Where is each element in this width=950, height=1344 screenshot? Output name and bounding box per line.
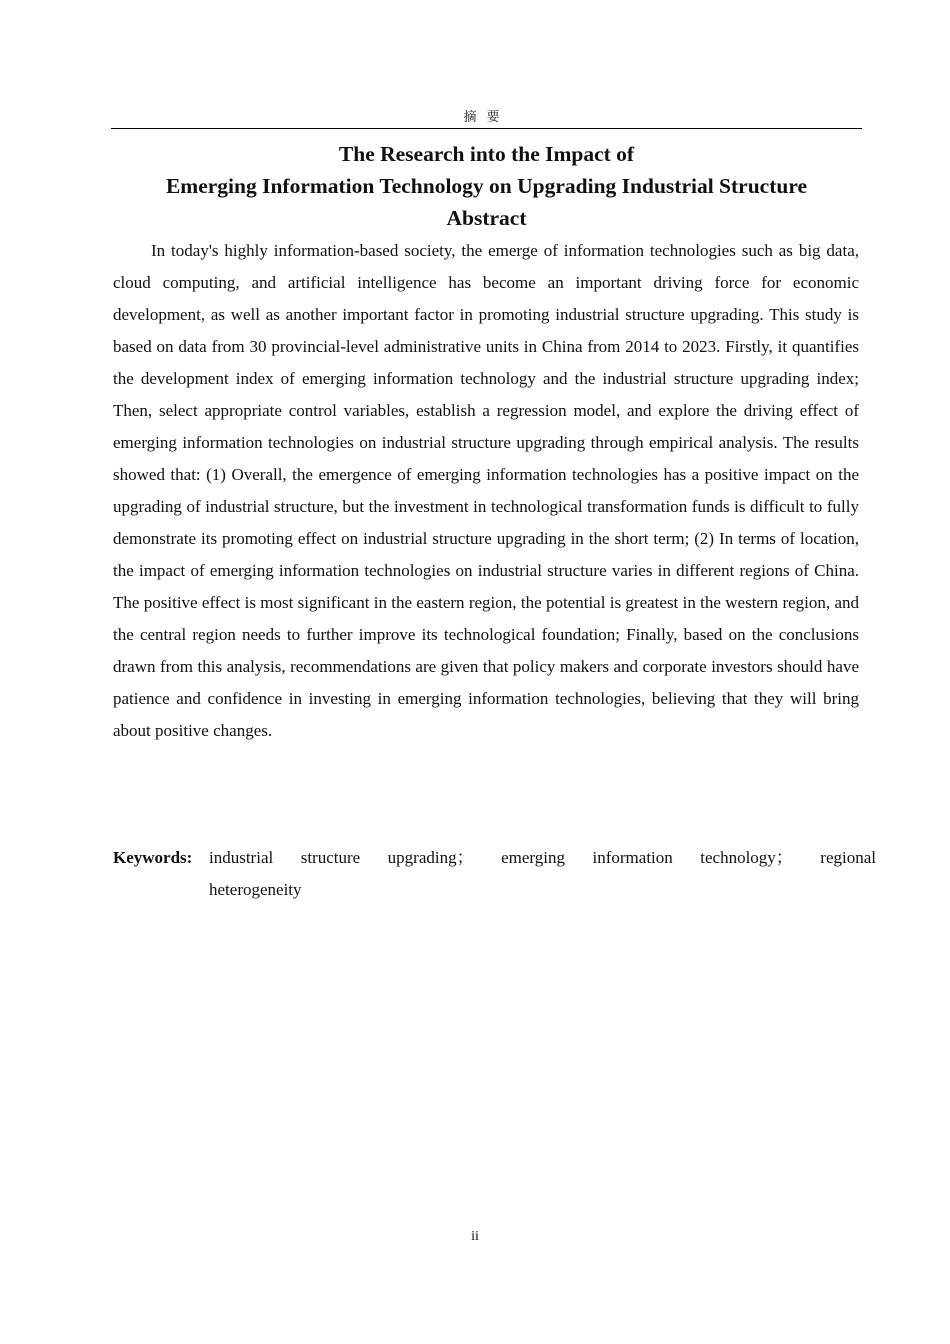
keywords-line-1: industrial structure upgrading； emerging information technology； regional [209, 848, 876, 867]
abstract-body: In today's highly information-based society, the emerge of information technologies such as big data, cloud computing, and artificial intelligence has become an important driving force for economic development, as well as another important factor in promoting industrial structure upgrading. This study is based on data from 30 provincial-level administrative units in China from 2014 to 2023. Firstly, it quantifies the development index of emerging information technology and the industrial structure upgrading index; Then, select appropriate control variables, establish a regression model, and explore the driving effect of emerging information technologies on industrial structure upgrading through empirical analysis. The results showed that: (1) Overall, the emergence of emerging information technologies has a positive impact on the upgrading of industrial structure, but the investment in technological transformation funds is difficult to fully demonstrate its promoting effect on industrial structure upgrading in the short term; (2) In terms of location, the impact of emerging information technologies on industrial structure varies in different regions of China. The positive effect is most significant in the eastern region, the potential is greatest in the western region, and the central region needs to further improve its technological foundation; Finally, based on the conclusions drawn from this analysis, recommendations are given that policy makers and corporate investors should have patience and confidence in investing in emerging information technologies, believing that they will bring about positive changes. [113, 241, 859, 740]
title-line-2: Emerging Information Technology on Upgrading Industrial Structure [165, 174, 808, 198]
paper-title [100, 138, 873, 234]
keywords-line-2: heterogeneity [209, 880, 302, 899]
keywords-label: Keywords: [113, 848, 193, 867]
abstract-heading: Abstract [446, 206, 527, 230]
header-rule [111, 128, 862, 129]
keywords-list [209, 842, 876, 906]
keywords-section [113, 842, 876, 906]
page-number: ii [471, 1229, 479, 1244]
title-line-1: The Research into the Impact of [338, 142, 635, 166]
running-header: 摘要 [463, 109, 510, 124]
